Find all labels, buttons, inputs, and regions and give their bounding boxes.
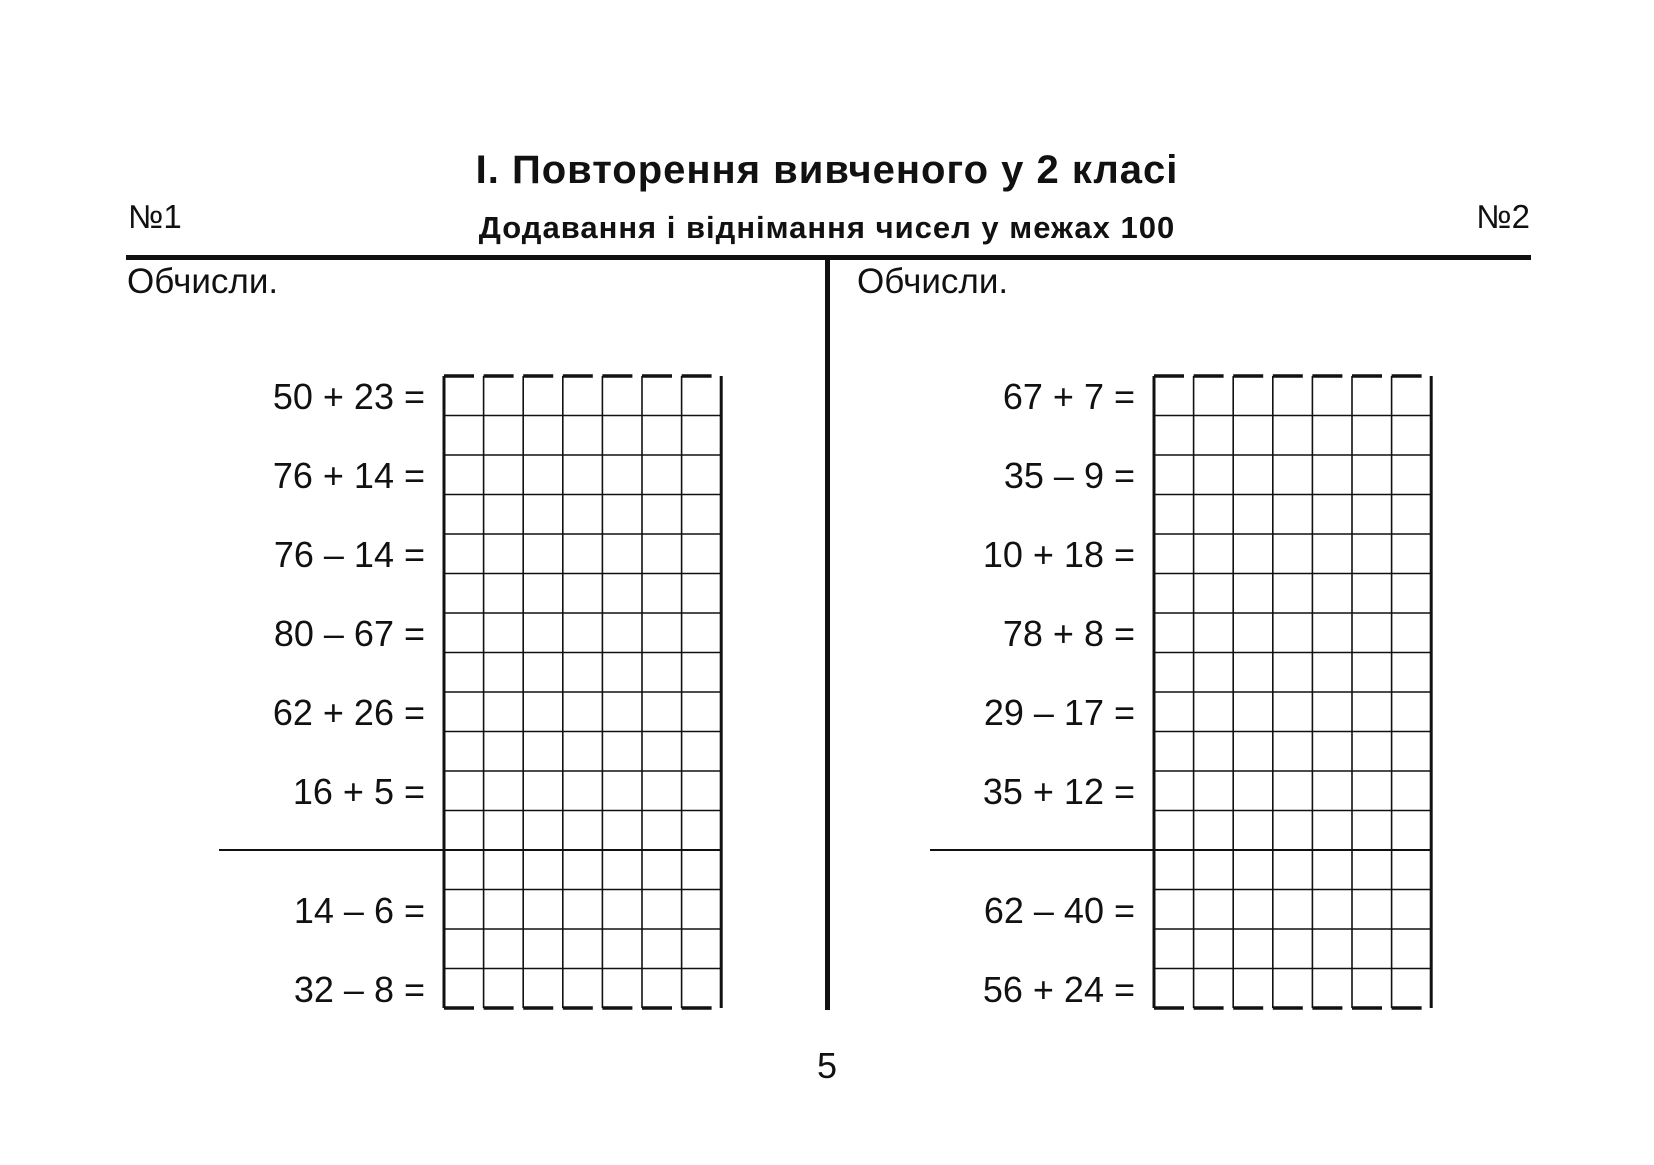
expression-left-4: 80 – 67 = xyxy=(273,613,425,654)
page-subtitle: Додавання і віднімання чисел у межах 100 xyxy=(478,210,1176,245)
expression-right-2: 35 – 9 = xyxy=(1003,455,1135,496)
expression-left-6: 16 + 5 = xyxy=(292,771,425,812)
task-number-right: №2 xyxy=(1476,198,1530,235)
page-title: І. Повторення вивченого у 2 класі xyxy=(475,148,1179,192)
expression-right-4: 78 + 8 = xyxy=(1002,613,1135,654)
expression-right-3: 10 + 18 = xyxy=(982,534,1135,575)
expression-left-7: 14 – 6 = xyxy=(293,889,425,931)
expression-left-8: 32 – 8 = xyxy=(293,968,425,1010)
section-separator-right xyxy=(930,849,1431,851)
expression-right-8: 56 + 24 = xyxy=(982,968,1135,1010)
expression-right-1: 67 + 7 = xyxy=(1002,376,1135,417)
answer-grid-left xyxy=(442,374,723,1010)
expression-right-7: 62 – 40 = xyxy=(983,889,1135,931)
expression-right-5: 29 – 17 = xyxy=(983,692,1135,733)
expression-left-1: 50 + 23 = xyxy=(272,376,425,417)
answer-grid-right xyxy=(1152,374,1433,1010)
expression-left-5: 62 + 26 = xyxy=(272,692,425,733)
page-number: 5 xyxy=(816,1045,838,1086)
instruction-right: Обчисли. xyxy=(857,262,1009,301)
expression-left-3: 76 – 14 = xyxy=(273,534,425,575)
instruction-left: Обчисли. xyxy=(127,262,279,301)
task-number-left: №1 xyxy=(128,198,182,235)
expression-left-2: 76 + 14 = xyxy=(272,455,425,496)
expression-right-6: 35 + 12 = xyxy=(982,771,1135,812)
section-separator-left xyxy=(219,849,721,851)
